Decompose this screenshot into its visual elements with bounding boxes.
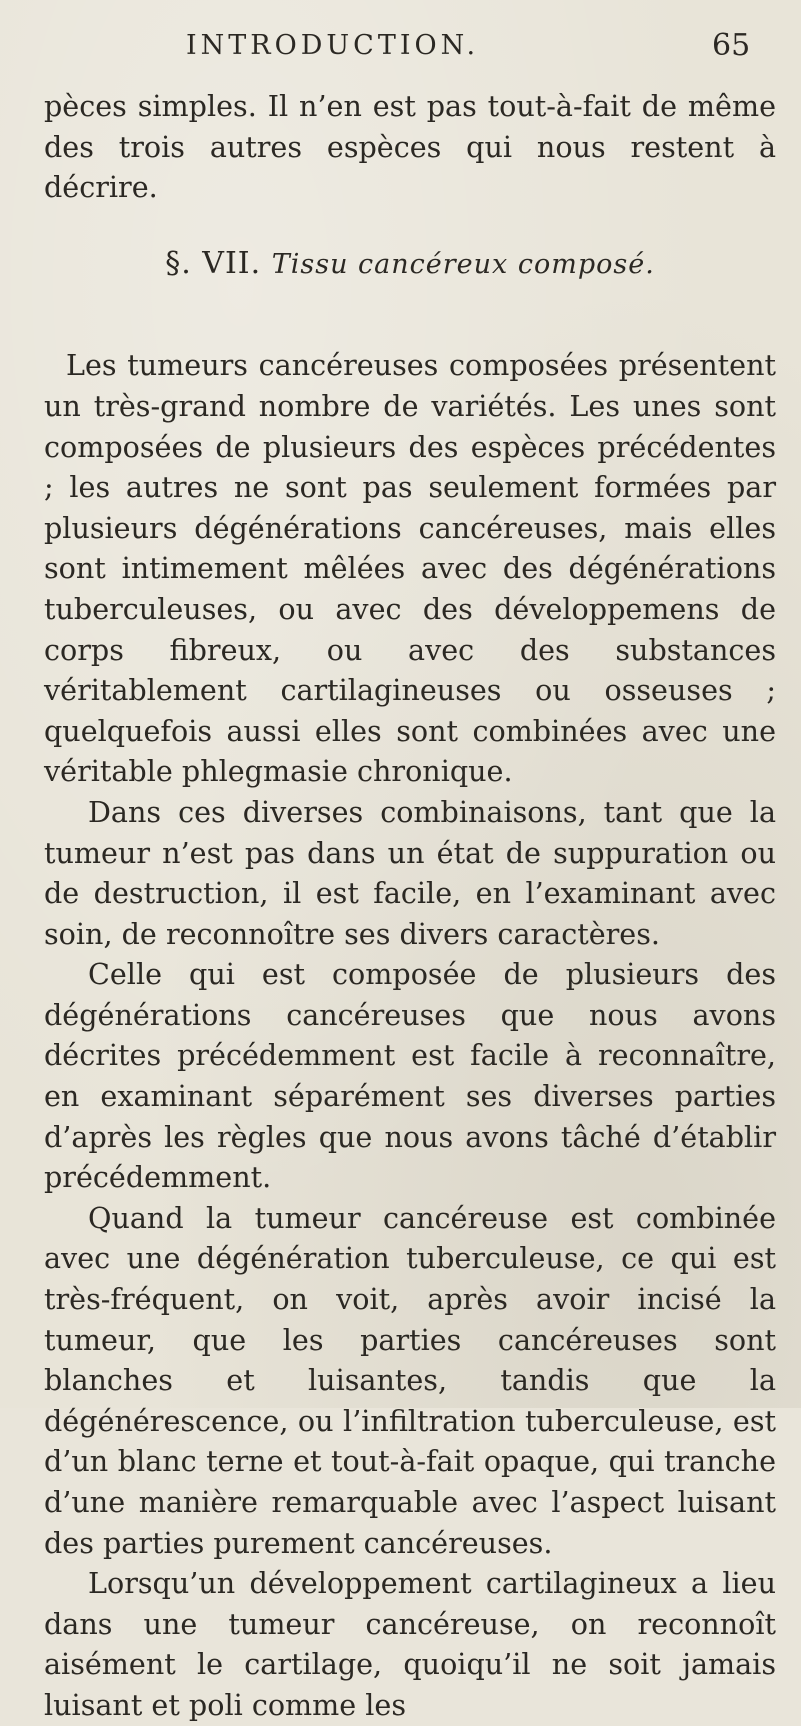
paragraph-2: Dans ces diverses combinaisons, tant que la tumeur n’est pas dans un état de suppuration ou de destruction, il est facile, en l’examinant avec soin, de reconnoître ses divers caractères. [44, 794, 776, 951]
section-heading [44, 244, 776, 286]
continuation-paragraph: pèces simples. Il n’en est pas tout-à-fait de même des trois autres espèces qui nous restent à décrire. [44, 89, 776, 205]
paragraph-4: Quand la tumeur cancéreuse est combinée avec une dégénération tuberculeuse, ce qui est très-fréquent, on voit, après avoir incisé la tumeur, que les parties cancéreuses sont blanches et luisantes, tandis que la dégénérescence, ou l’infiltration tuberculeuse, est d’un blanc terne et tout-à-fait opaque, qui tranche d’une manière remarquable avec l’aspect luisant des parties purement cancéreuses. [44, 1200, 776, 1560]
body-text [44, 86, 776, 1726]
page-number: 65 [712, 28, 751, 63]
paragraph-3: Celle qui est composée de plusieurs des dégénérations cancéreuses que nous avons décrites précédemment est facile à reconnaître, en examinant séparément ses diverses parties d’après les règles que nous avons tâché d’établir précédemment. [44, 957, 776, 1195]
paragraph-5: Lorsqu’un développement cartilagineux a lieu dans une tumeur cancéreuse, on reconnoît aisément le cartilage, quoiqu’il ne soit jamais luisant et poli comme les [44, 1566, 776, 1722]
running-head [0, 30, 801, 66]
section-number: §. VII. [165, 245, 262, 281]
paragraph-1: Les tumeurs cancéreuses composées présentent un très-grand nombre de variétés. Les unes sont composées de plusieurs des espèces précédentes ; les autres ne sont pas seulement formées par plusieurs dégénérations cancéreuses, mais elles sont intimement mêlées avec des dégénérations tuberculeuses, ou avec des développemens de corps fibreux, ou avec des substances véritablement cartilagineuses ou osseuses ; quelquefois aussi elles sont combinées avec une véritable phlegmasie chronique. [44, 348, 776, 789]
running-title: INTRODUCTION. [186, 30, 480, 61]
section-title: Tissu cancéreux composé. [271, 248, 655, 280]
